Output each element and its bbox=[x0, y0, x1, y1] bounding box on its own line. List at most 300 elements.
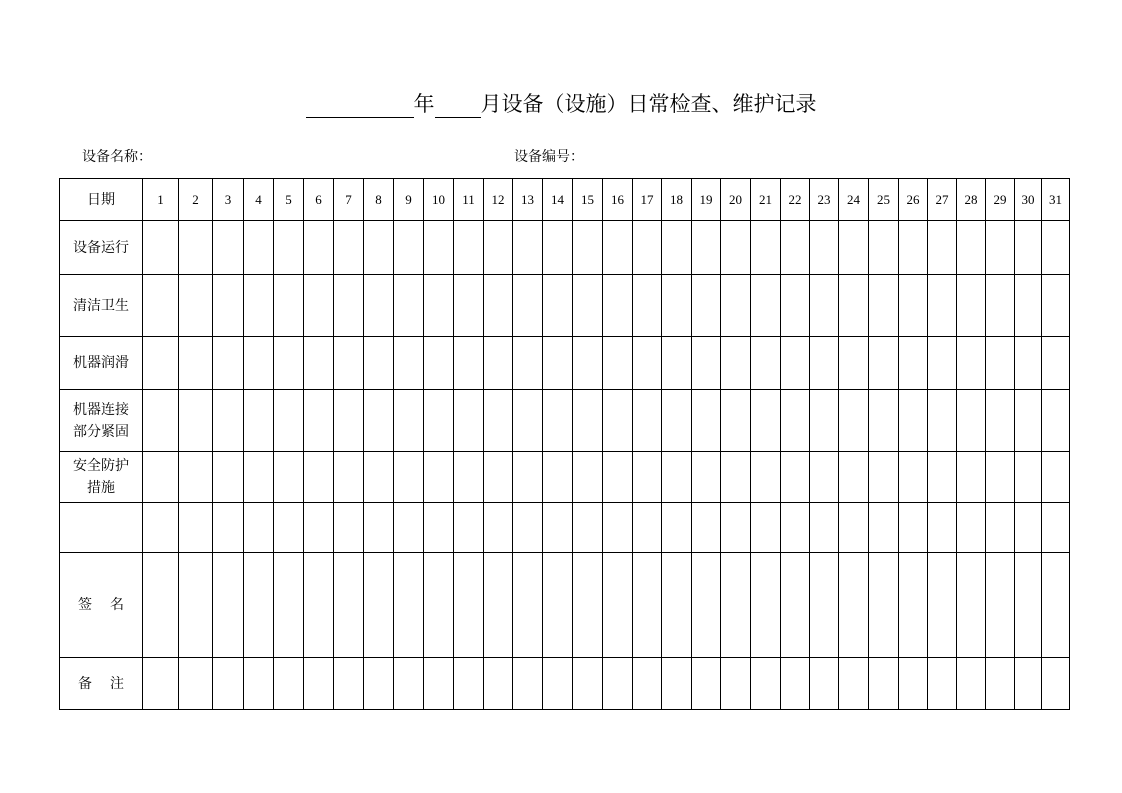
day-header: 6 bbox=[304, 179, 334, 221]
entry-cell[interactable] bbox=[213, 658, 244, 710]
entry-cell[interactable] bbox=[869, 553, 899, 658]
entry-cell[interactable] bbox=[751, 221, 781, 275]
entry-cell[interactable] bbox=[751, 452, 781, 503]
entry-cell[interactable] bbox=[986, 658, 1015, 710]
entry-cell[interactable] bbox=[304, 221, 334, 275]
entry-cell[interactable] bbox=[394, 503, 424, 553]
entry-cell[interactable] bbox=[573, 221, 603, 275]
day-header: 10 bbox=[424, 179, 454, 221]
day-header: 8 bbox=[364, 179, 394, 221]
entry-cell[interactable] bbox=[543, 658, 573, 710]
entry-cell[interactable] bbox=[274, 275, 304, 337]
entry-cell[interactable] bbox=[869, 390, 899, 452]
entry-cell[interactable] bbox=[513, 275, 543, 337]
entry-cell[interactable] bbox=[394, 337, 424, 390]
entry-cell[interactable] bbox=[1042, 275, 1070, 337]
entry-cell[interactable] bbox=[274, 337, 304, 390]
day-header: 17 bbox=[633, 179, 662, 221]
entry-cell[interactable] bbox=[394, 452, 424, 503]
entry-cell[interactable] bbox=[986, 221, 1015, 275]
entry-cell[interactable] bbox=[274, 658, 304, 710]
entry-cell[interactable] bbox=[484, 221, 513, 275]
entry-cell[interactable] bbox=[513, 503, 543, 553]
entry-cell[interactable] bbox=[179, 658, 213, 710]
entry-cell[interactable] bbox=[143, 390, 179, 452]
entry-cell[interactable] bbox=[424, 658, 454, 710]
entry-cell[interactable] bbox=[1042, 221, 1070, 275]
entry-cell[interactable] bbox=[364, 553, 394, 658]
entry-cell[interactable] bbox=[213, 553, 244, 658]
entry-cell[interactable] bbox=[244, 452, 274, 503]
entry-cell[interactable] bbox=[1042, 390, 1070, 452]
entry-cell[interactable] bbox=[1015, 553, 1042, 658]
entry-cell[interactable] bbox=[869, 221, 899, 275]
entry-cell[interactable] bbox=[304, 390, 334, 452]
entry-cell[interactable] bbox=[781, 503, 810, 553]
entry-cell[interactable] bbox=[692, 452, 721, 503]
day-header: 7 bbox=[334, 179, 364, 221]
entry-cell[interactable] bbox=[869, 503, 899, 553]
entry-cell[interactable] bbox=[751, 390, 781, 452]
entry-cell[interactable] bbox=[573, 337, 603, 390]
entry-cell[interactable] bbox=[928, 390, 957, 452]
entry-cell[interactable] bbox=[274, 452, 304, 503]
day-header: 28 bbox=[957, 179, 986, 221]
entry-cell[interactable] bbox=[692, 503, 721, 553]
entry-cell[interactable] bbox=[244, 553, 274, 658]
day-header: 21 bbox=[751, 179, 781, 221]
entry-cell[interactable] bbox=[957, 553, 986, 658]
day-header: 2 bbox=[179, 179, 213, 221]
row-label: 签名 bbox=[60, 553, 143, 658]
entry-cell[interactable] bbox=[304, 337, 334, 390]
table-row bbox=[60, 275, 1070, 337]
entry-cell[interactable] bbox=[869, 337, 899, 390]
entry-cell[interactable] bbox=[810, 503, 839, 553]
entry-cell[interactable] bbox=[869, 452, 899, 503]
day-header: 24 bbox=[839, 179, 869, 221]
entry-cell[interactable] bbox=[304, 658, 334, 710]
entry-cell[interactable] bbox=[633, 658, 662, 710]
entry-cell[interactable] bbox=[364, 337, 394, 390]
entry-cell[interactable] bbox=[839, 503, 869, 553]
entry-cell[interactable] bbox=[721, 390, 751, 452]
entry-cell[interactable] bbox=[781, 390, 810, 452]
entry-cell[interactable] bbox=[274, 553, 304, 658]
entry-cell[interactable] bbox=[244, 337, 274, 390]
entry-cell[interactable] bbox=[424, 337, 454, 390]
day-header: 26 bbox=[899, 179, 928, 221]
day-header: 19 bbox=[692, 179, 721, 221]
entry-cell[interactable] bbox=[986, 275, 1015, 337]
entry-cell[interactable] bbox=[274, 221, 304, 275]
equipment-number-label: 设备编号： bbox=[514, 149, 584, 165]
entry-cell[interactable] bbox=[899, 503, 928, 553]
entry-cell[interactable] bbox=[928, 658, 957, 710]
entry-cell[interactable] bbox=[839, 275, 869, 337]
entry-cell[interactable] bbox=[364, 503, 394, 553]
entry-cell[interactable] bbox=[143, 221, 179, 275]
entry-cell[interactable] bbox=[662, 221, 692, 275]
entry-cell[interactable] bbox=[603, 221, 633, 275]
entry-cell[interactable] bbox=[957, 390, 986, 452]
entry-cell[interactable] bbox=[928, 553, 957, 658]
equipment-name-label: 设备名称： bbox=[82, 149, 152, 165]
entry-cell[interactable] bbox=[454, 553, 484, 658]
entry-cell[interactable] bbox=[633, 221, 662, 275]
entry-cell[interactable] bbox=[721, 452, 751, 503]
year-blank[interactable] bbox=[306, 95, 414, 118]
entry-cell[interactable] bbox=[304, 553, 334, 658]
entry-cell[interactable] bbox=[869, 275, 899, 337]
day-header: 27 bbox=[928, 179, 957, 221]
entry-cell[interactable] bbox=[751, 658, 781, 710]
table-row bbox=[60, 452, 1070, 503]
row-label: 安全防护 措施 bbox=[60, 452, 143, 503]
entry-cell[interactable] bbox=[543, 337, 573, 390]
entry-cell[interactable] bbox=[364, 275, 394, 337]
entry-cell[interactable] bbox=[213, 337, 244, 390]
entry-cell[interactable] bbox=[484, 337, 513, 390]
table-row bbox=[60, 503, 1070, 553]
entry-cell[interactable] bbox=[334, 553, 364, 658]
entry-cell[interactable] bbox=[1015, 390, 1042, 452]
entry-cell[interactable] bbox=[334, 658, 364, 710]
entry-cell[interactable] bbox=[751, 503, 781, 553]
entry-cell[interactable] bbox=[692, 658, 721, 710]
entry-cell[interactable] bbox=[143, 452, 179, 503]
entry-cell[interactable] bbox=[179, 503, 213, 553]
entry-cell[interactable] bbox=[513, 337, 543, 390]
day-header: 4 bbox=[244, 179, 274, 221]
entry-cell[interactable] bbox=[633, 452, 662, 503]
entry-cell[interactable] bbox=[364, 658, 394, 710]
entry-cell[interactable] bbox=[484, 452, 513, 503]
entry-cell[interactable] bbox=[810, 452, 839, 503]
entry-cell[interactable] bbox=[143, 658, 179, 710]
entry-cell[interactable] bbox=[839, 390, 869, 452]
entry-cell[interactable] bbox=[633, 337, 662, 390]
day-header: 31 bbox=[1042, 179, 1070, 221]
entry-cell[interactable] bbox=[957, 337, 986, 390]
entry-cell[interactable] bbox=[1015, 658, 1042, 710]
entry-cell[interactable] bbox=[1015, 452, 1042, 503]
entry-cell[interactable] bbox=[1042, 658, 1070, 710]
day-header: 23 bbox=[810, 179, 839, 221]
entry-cell[interactable] bbox=[394, 390, 424, 452]
entry-cell[interactable] bbox=[751, 553, 781, 658]
entry-cell[interactable] bbox=[603, 553, 633, 658]
entry-cell[interactable] bbox=[781, 553, 810, 658]
entry-cell[interactable] bbox=[143, 275, 179, 337]
entry-cell[interactable] bbox=[662, 658, 692, 710]
table-row bbox=[60, 658, 1070, 710]
day-header: 18 bbox=[662, 179, 692, 221]
entry-cell[interactable] bbox=[1015, 221, 1042, 275]
entry-cell[interactable] bbox=[394, 221, 424, 275]
entry-cell[interactable] bbox=[454, 452, 484, 503]
entry-cell[interactable] bbox=[484, 503, 513, 553]
entry-cell[interactable] bbox=[957, 221, 986, 275]
entry-cell[interactable] bbox=[424, 390, 454, 452]
entry-cell[interactable] bbox=[394, 553, 424, 658]
entry-cell[interactable] bbox=[721, 553, 751, 658]
date-header: 日期 bbox=[60, 179, 143, 221]
entry-cell[interactable] bbox=[334, 337, 364, 390]
day-header: 5 bbox=[274, 179, 304, 221]
day-header: 11 bbox=[454, 179, 484, 221]
entry-cell[interactable] bbox=[957, 658, 986, 710]
row-label: 备注 bbox=[60, 658, 143, 710]
row-label: 机器润滑 bbox=[60, 337, 143, 390]
entry-cell[interactable] bbox=[928, 503, 957, 553]
entry-cell[interactable] bbox=[1042, 503, 1070, 553]
entry-cell[interactable] bbox=[986, 503, 1015, 553]
entry-cell[interactable] bbox=[1042, 337, 1070, 390]
entry-cell[interactable] bbox=[810, 658, 839, 710]
entry-cell[interactable] bbox=[394, 658, 424, 710]
entry-cell[interactable] bbox=[244, 658, 274, 710]
entry-cell[interactable] bbox=[899, 390, 928, 452]
entry-cell[interactable] bbox=[304, 503, 334, 553]
entry-cell[interactable] bbox=[573, 553, 603, 658]
entry-cell[interactable] bbox=[781, 337, 810, 390]
entry-cell[interactable] bbox=[1042, 553, 1070, 658]
entry-cell[interactable] bbox=[692, 275, 721, 337]
entry-cell[interactable] bbox=[179, 452, 213, 503]
entry-cell[interactable] bbox=[633, 503, 662, 553]
row-label bbox=[60, 503, 143, 553]
entry-cell[interactable] bbox=[454, 337, 484, 390]
entry-cell[interactable] bbox=[424, 503, 454, 553]
entry-cell[interactable] bbox=[839, 337, 869, 390]
entry-cell[interactable] bbox=[244, 275, 274, 337]
entry-cell[interactable] bbox=[573, 275, 603, 337]
entry-cell[interactable] bbox=[928, 337, 957, 390]
entry-cell[interactable] bbox=[543, 553, 573, 658]
entry-cell[interactable] bbox=[334, 390, 364, 452]
entry-cell[interactable] bbox=[810, 553, 839, 658]
entry-cell[interactable] bbox=[143, 337, 179, 390]
entry-cell[interactable] bbox=[513, 452, 543, 503]
entry-cell[interactable] bbox=[781, 221, 810, 275]
entry-cell[interactable] bbox=[364, 221, 394, 275]
day-header: 3 bbox=[213, 179, 244, 221]
entry-cell[interactable] bbox=[179, 390, 213, 452]
entry-cell[interactable] bbox=[662, 553, 692, 658]
entry-cell[interactable] bbox=[928, 452, 957, 503]
entry-cell[interactable] bbox=[513, 553, 543, 658]
entry-cell[interactable] bbox=[454, 503, 484, 553]
entry-cell[interactable] bbox=[692, 337, 721, 390]
entry-cell[interactable] bbox=[839, 221, 869, 275]
entry-cell[interactable] bbox=[543, 275, 573, 337]
day-header: 15 bbox=[573, 179, 603, 221]
entry-cell[interactable] bbox=[839, 452, 869, 503]
entry-cell[interactable] bbox=[751, 337, 781, 390]
entry-cell[interactable] bbox=[603, 503, 633, 553]
entry-cell[interactable] bbox=[1015, 275, 1042, 337]
title-text: 月设备（设施）日常检查、维护记录 bbox=[480, 92, 817, 116]
entry-cell[interactable] bbox=[839, 553, 869, 658]
entry-cell[interactable] bbox=[662, 275, 692, 337]
entry-cell[interactable] bbox=[662, 337, 692, 390]
entry-cell[interactable] bbox=[957, 503, 986, 553]
day-header: 9 bbox=[394, 179, 424, 221]
entry-cell[interactable] bbox=[179, 275, 213, 337]
entry-cell[interactable] bbox=[213, 503, 244, 553]
entry-cell[interactable] bbox=[986, 390, 1015, 452]
entry-cell[interactable] bbox=[839, 658, 869, 710]
day-header: 25 bbox=[869, 179, 899, 221]
entry-cell[interactable] bbox=[364, 452, 394, 503]
entry-cell[interactable] bbox=[484, 658, 513, 710]
entry-cell[interactable] bbox=[603, 275, 633, 337]
table-row bbox=[60, 337, 1070, 390]
entry-cell[interactable] bbox=[244, 390, 274, 452]
entry-cell[interactable] bbox=[810, 221, 839, 275]
entry-cell[interactable] bbox=[692, 221, 721, 275]
entry-cell[interactable] bbox=[454, 275, 484, 337]
entry-cell[interactable] bbox=[957, 452, 986, 503]
year-label: 年 bbox=[413, 92, 435, 116]
entry-cell[interactable] bbox=[454, 221, 484, 275]
entry-cell[interactable] bbox=[899, 452, 928, 503]
entry-cell[interactable] bbox=[274, 390, 304, 452]
row-label: 机器连接 部分紧固 bbox=[60, 390, 143, 452]
entry-cell[interactable] bbox=[179, 553, 213, 658]
entry-cell[interactable] bbox=[334, 275, 364, 337]
entry-cell[interactable] bbox=[603, 658, 633, 710]
entry-cell[interactable] bbox=[179, 337, 213, 390]
entry-cell[interactable] bbox=[721, 275, 751, 337]
entry-cell[interactable] bbox=[751, 275, 781, 337]
entry-cell[interactable] bbox=[810, 337, 839, 390]
entry-cell[interactable] bbox=[662, 452, 692, 503]
entry-cell[interactable] bbox=[986, 337, 1015, 390]
day-header: 20 bbox=[721, 179, 751, 221]
entry-cell[interactable] bbox=[781, 452, 810, 503]
entry-cell[interactable] bbox=[692, 390, 721, 452]
entry-cell[interactable] bbox=[484, 275, 513, 337]
entry-cell[interactable] bbox=[662, 503, 692, 553]
entry-cell[interactable] bbox=[721, 503, 751, 553]
entry-cell[interactable] bbox=[928, 221, 957, 275]
entry-cell[interactable] bbox=[1015, 503, 1042, 553]
entry-cell[interactable] bbox=[721, 337, 751, 390]
entry-cell[interactable] bbox=[986, 452, 1015, 503]
entry-cell[interactable] bbox=[781, 658, 810, 710]
entry-cell[interactable] bbox=[143, 503, 179, 553]
entry-cell[interactable] bbox=[662, 390, 692, 452]
entry-cell[interactable] bbox=[633, 275, 662, 337]
entry-cell[interactable] bbox=[692, 553, 721, 658]
entry-cell[interactable] bbox=[1042, 452, 1070, 503]
day-header: 12 bbox=[484, 179, 513, 221]
entry-cell[interactable] bbox=[304, 452, 334, 503]
entry-cell[interactable] bbox=[484, 390, 513, 452]
entry-cell[interactable] bbox=[424, 553, 454, 658]
entry-cell[interactable] bbox=[721, 221, 751, 275]
entry-cell[interactable] bbox=[573, 658, 603, 710]
row-label: 清洁卫生 bbox=[60, 275, 143, 337]
entry-cell[interactable] bbox=[603, 390, 633, 452]
entry-cell[interactable] bbox=[244, 503, 274, 553]
entry-cell[interactable] bbox=[179, 221, 213, 275]
entry-cell[interactable] bbox=[424, 221, 454, 275]
entry-cell[interactable] bbox=[213, 390, 244, 452]
entry-cell[interactable] bbox=[484, 553, 513, 658]
entry-cell[interactable] bbox=[899, 658, 928, 710]
entry-cell[interactable] bbox=[334, 452, 364, 503]
entry-cell[interactable] bbox=[899, 553, 928, 658]
entry-cell[interactable] bbox=[899, 275, 928, 337]
entry-cell[interactable] bbox=[899, 221, 928, 275]
entry-cell[interactable] bbox=[424, 275, 454, 337]
entry-cell[interactable] bbox=[543, 390, 573, 452]
entry-cell[interactable] bbox=[334, 503, 364, 553]
entry-cell[interactable] bbox=[573, 503, 603, 553]
entry-cell[interactable] bbox=[454, 390, 484, 452]
entry-cell[interactable] bbox=[513, 390, 543, 452]
day-header: 1 bbox=[143, 179, 179, 221]
entry-cell[interactable] bbox=[244, 221, 274, 275]
entry-cell[interactable] bbox=[513, 658, 543, 710]
header-row bbox=[60, 179, 1070, 221]
entry-cell[interactable] bbox=[424, 452, 454, 503]
day-header: 22 bbox=[781, 179, 810, 221]
entry-cell[interactable] bbox=[869, 658, 899, 710]
entry-cell[interactable] bbox=[543, 452, 573, 503]
table-row bbox=[60, 553, 1070, 658]
inspection-table bbox=[59, 178, 1070, 710]
entry-cell[interactable] bbox=[334, 221, 364, 275]
entry-cell[interactable] bbox=[633, 553, 662, 658]
entry-cell[interactable] bbox=[304, 275, 334, 337]
entry-cell[interactable] bbox=[810, 390, 839, 452]
entry-cell[interactable] bbox=[573, 452, 603, 503]
entry-cell[interactable] bbox=[274, 503, 304, 553]
entry-cell[interactable] bbox=[394, 275, 424, 337]
entry-cell[interactable] bbox=[721, 658, 751, 710]
entry-cell[interactable] bbox=[213, 221, 244, 275]
entry-cell[interactable] bbox=[603, 337, 633, 390]
entry-cell[interactable] bbox=[573, 390, 603, 452]
entry-cell[interactable] bbox=[986, 553, 1015, 658]
entry-cell[interactable] bbox=[454, 658, 484, 710]
day-header: 29 bbox=[986, 179, 1015, 221]
entry-cell[interactable] bbox=[899, 337, 928, 390]
entry-cell[interactable] bbox=[603, 452, 633, 503]
row-label: 设备运行 bbox=[60, 221, 143, 275]
entry-cell[interactable] bbox=[543, 221, 573, 275]
day-header: 30 bbox=[1015, 179, 1042, 221]
entry-cell[interactable] bbox=[781, 275, 810, 337]
entry-cell[interactable] bbox=[213, 452, 244, 503]
entry-cell[interactable] bbox=[928, 275, 957, 337]
entry-cell[interactable] bbox=[364, 390, 394, 452]
entry-cell[interactable] bbox=[213, 275, 244, 337]
entry-cell[interactable] bbox=[543, 503, 573, 553]
entry-cell[interactable] bbox=[633, 390, 662, 452]
entry-cell[interactable] bbox=[143, 553, 179, 658]
entry-cell[interactable] bbox=[513, 221, 543, 275]
entry-cell[interactable] bbox=[810, 275, 839, 337]
day-header: 14 bbox=[543, 179, 573, 221]
entry-cell[interactable] bbox=[957, 275, 986, 337]
month-blank[interactable] bbox=[435, 95, 481, 118]
entry-cell[interactable] bbox=[1015, 337, 1042, 390]
